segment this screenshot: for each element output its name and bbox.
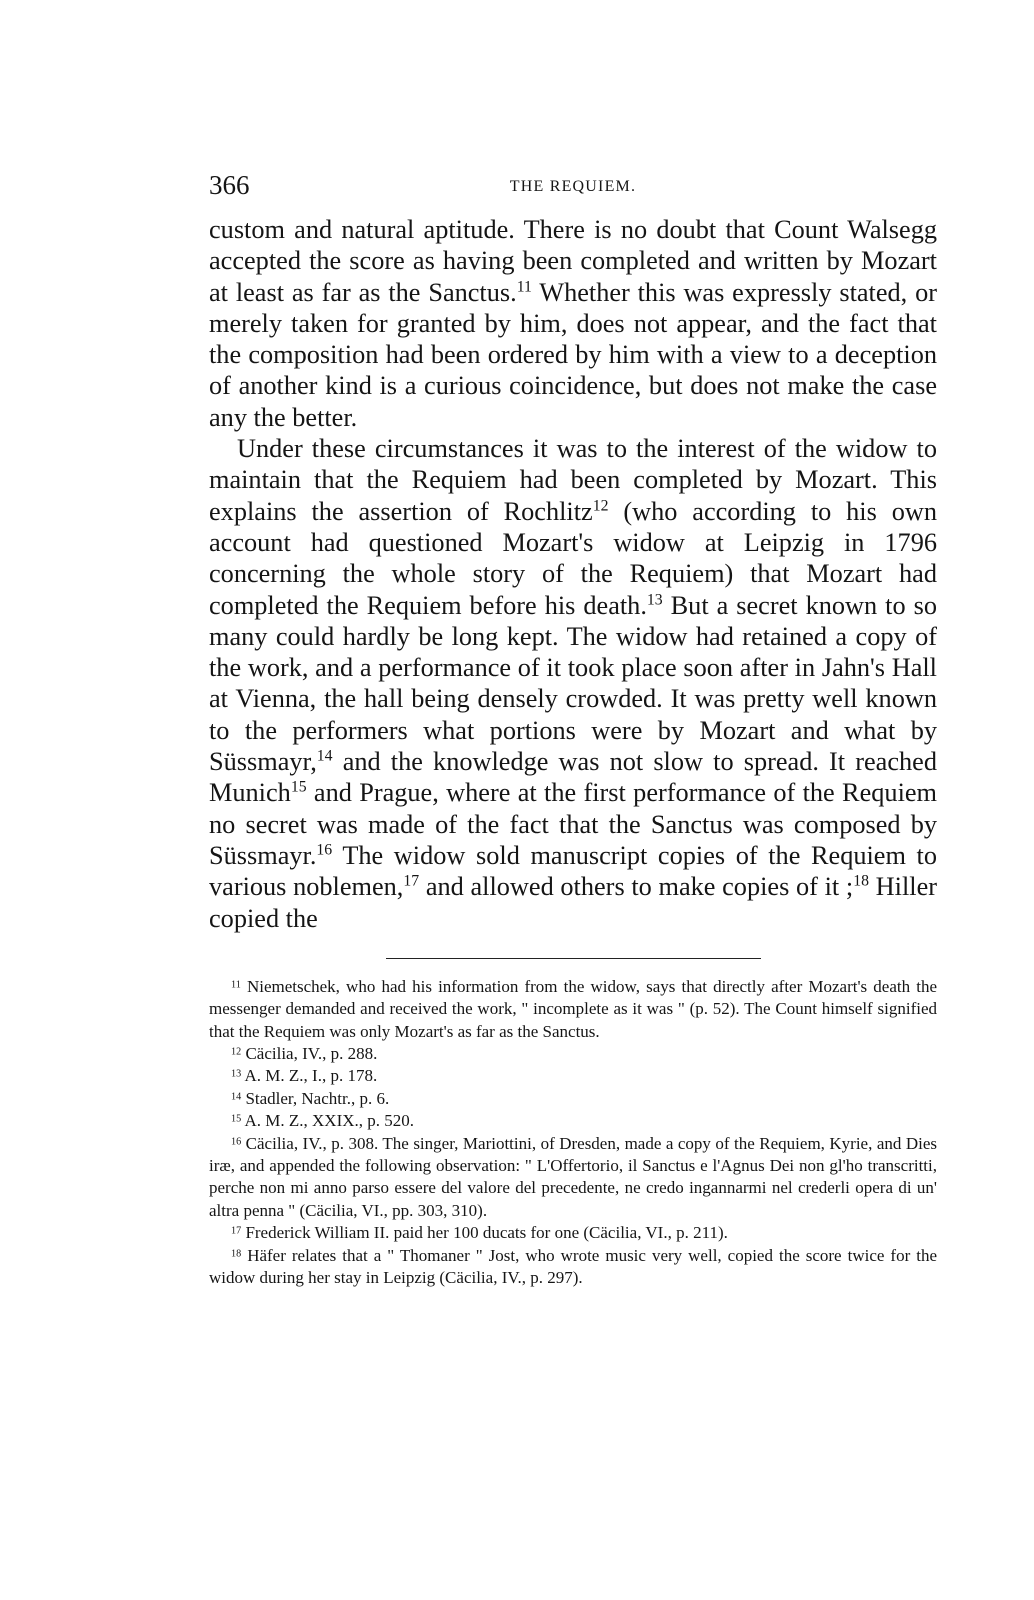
text-run: The widow sold manuscript copies of the Requiem to various noblemen, (209, 840, 937, 902)
footnote-number: 16 (231, 1136, 242, 1148)
footnote (209, 1065, 937, 1087)
text-run: and allowed others to make copies of it ; (419, 872, 854, 902)
footnote-text: Stadler, Nachtr., p. 6. (245, 1088, 390, 1108)
footnote-text: Frederick William II. paid her 100 ducats for one (Cäcilia, VI., p. 211). (245, 1223, 728, 1243)
footnote-text: A. M. Z., I., p. 178. (244, 1066, 378, 1086)
footnote-reference: 12 (592, 497, 609, 515)
footnote-text: A. M. Z., XXIX., p. 520. (244, 1111, 415, 1131)
footnote-number: 15 (231, 1113, 242, 1125)
running-title: THE REQUIEM. (509, 178, 637, 195)
footnote-reference: 13 (646, 591, 663, 609)
footnotes-section (209, 976, 937, 1290)
footnote (209, 1245, 937, 1290)
paragraph-2 (209, 433, 937, 934)
footnote (209, 1110, 937, 1132)
footnote (209, 1222, 937, 1244)
footnote-reference: 16 (316, 841, 333, 859)
text-run: custom and natural aptitude. There is no doubt that Count Walsegg accepted the score as having been completed and written by Mozart at least as far as the Sanctus. (209, 215, 937, 307)
footnote-number: 11 (231, 979, 241, 991)
text-run: Whether this was expressly stated, or merely taken for granted by him, does not appear, and the fact that the composition had been ordered by him with a view to a deception of another kind is a curious coincidence, but does not make the case any the better. (209, 277, 937, 432)
text-run: Hiller copied the (209, 872, 937, 933)
footnote-reference: 17 (403, 872, 420, 890)
footnote-text: Häfer relates that a " Thomaner " Jost, who wrote music very well, copied the score twice for the widow during her stay in Leipzig (Cäcilia, IV., p. 297). (209, 1245, 937, 1288)
footnote-reference: 18 (853, 872, 869, 890)
footnote-reference: 14 (316, 747, 333, 765)
footnote (209, 976, 937, 1043)
footnote-text: Cäcilia, IV., p. 308. The singer, Mariottini, of Dresden, made a copy of the Requiem, Kyrie, and Dies iræ, and appended the following observation: " L'Offertorio, il Sanctus e l'Agnus Dei non gl'ho transcritti, perche non mi anno parso essere del valore del precedente, ne credo ingannarmi nel crederli opera di un' altra penna " (Cäcilia, VI., pp. 303, 310). (209, 1133, 938, 1220)
footnote-number: 18 (231, 1248, 242, 1260)
footnote-reference: 15 (290, 778, 307, 796)
text-run: But a secret known to so many could hardly be long kept. The widow had retained a copy of the work, and a performance of it took place soon after in Jahn's Hall at Vienna, the hall being densely crowded. It was pretty well known to the performers what portions were by Mozart and what by Süssmayr, (209, 590, 937, 777)
footnote-number: 12 (231, 1046, 242, 1058)
footnote-number: 13 (231, 1068, 242, 1080)
text-run: and Prague, where at the first performance of the Requiem no secret was made of the fact that the Sanctus was composed by Süssmayr. (209, 778, 937, 870)
footnote-text: Niemetschek, who had his information from the widow, says that directly after Mozart's death the messenger demanded and received the work, " incomplete as it was " (p. 52). The Count himself signified that the Requiem was only Mozart's as far as the Sanctus. (209, 976, 937, 1041)
running-header (209, 168, 937, 214)
text-run: and the knowledge was not slow to spread. It reached Munich (209, 747, 937, 808)
page-number: 366 (209, 170, 250, 200)
footnote (209, 1043, 937, 1065)
footnote-reference: 11 (516, 278, 532, 296)
paragraph-1 (209, 214, 937, 433)
text-run: (who according to his own account had questioned Mozart's widow at Leipzig in 1796 concerning the whole story of the Requiem) that Mozart had completed the Requiem before his death. (209, 496, 937, 620)
footnote (209, 1133, 937, 1223)
footnote-number: 17 (231, 1225, 242, 1237)
footnote (209, 1088, 937, 1110)
book-page (209, 168, 937, 1290)
text-run: Under these circumstances it was to the interest of the widow to maintain that the Requiem had been completed by Mozart. This explains the assertion of Rochlitz (209, 434, 937, 526)
footnote-text: Cäcilia, IV., p. 288. (245, 1044, 378, 1064)
footnote-divider (386, 958, 761, 959)
footnote-number: 14 (231, 1091, 242, 1103)
body-text (209, 214, 937, 934)
